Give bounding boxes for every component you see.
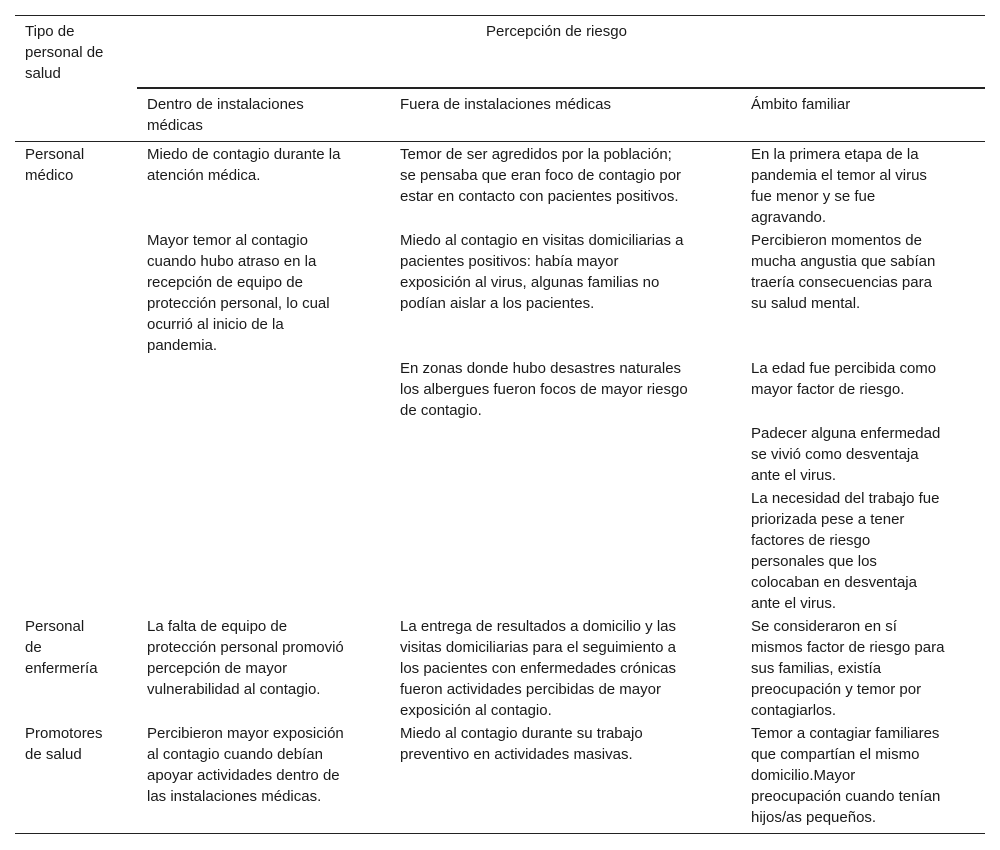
cell-medical-outside-2-line: pacientes positivos: había mayor	[400, 253, 619, 270]
cell-medical-family-2-line: mucha angustia que sabían	[751, 253, 936, 270]
cell-medical-family-3	[751, 358, 936, 400]
cell-promoters-outside-line: Miedo al contagio durante su trabajo	[400, 725, 643, 742]
cell-medical-family-5-line: factores de riesgo	[751, 532, 871, 549]
cell-medical-family-4	[751, 423, 940, 486]
cell-promoters-family-line: Temor a contagiar familiares	[751, 725, 940, 742]
header-col-family-line: Ámbito familiar	[751, 96, 851, 113]
cell-promoters-outside-line: preventivo en actividades masivas.	[400, 746, 633, 763]
cell-nursing-inside-line: La falta de equipo de	[147, 618, 288, 635]
cell-medical-inside-2-line: pandemia.	[147, 337, 218, 354]
cell-nursing-inside-line: protección personal promovió	[147, 639, 344, 656]
cell-nursing-outside-line: exposición al contagio.	[400, 702, 552, 719]
cell-nursing-family	[751, 616, 944, 721]
cell-medical-inside-1-line: Miedo de contagio durante la	[147, 146, 341, 163]
table-bottom-rule	[15, 833, 985, 834]
cell-nursing-inside-line: vulnerabilidad al contagio.	[147, 681, 321, 698]
cell-medical-inside-2-line: cuando hubo atraso en la	[147, 253, 317, 270]
header-col-inside-line: Dentro de instalaciones	[147, 96, 304, 113]
cell-medical-inside-2-line: Mayor temor al contagio	[147, 232, 308, 249]
cell-medical-family-1-line: agravando.	[751, 209, 827, 226]
cell-medical-inside-1	[147, 144, 340, 186]
cell-promoters-family-line: hijos/as pequeños.	[751, 809, 877, 826]
row-type-promoters	[25, 723, 103, 765]
cell-nursing-outside	[400, 616, 676, 721]
cell-medical-inside-2	[147, 230, 330, 356]
cell-medical-outside-3	[400, 358, 688, 421]
cell-medical-inside-1-line: atención médica.	[147, 167, 261, 184]
cell-medical-family-1-line: fue menor y se fue	[751, 188, 876, 205]
cell-promoters-inside-line: apoyar actividades dentro de	[147, 767, 340, 784]
cell-medical-family-4-line: Padecer alguna enfermedad	[751, 425, 941, 442]
cell-medical-family-1	[751, 144, 927, 228]
row-type-promoters-line: de salud	[25, 746, 82, 763]
header-col-type	[25, 21, 103, 84]
cell-nursing-family-line: preocupación y temor por	[751, 681, 922, 698]
cell-promoters-outside	[400, 723, 643, 765]
cell-medical-inside-2-line: protección personal, lo cual	[147, 295, 330, 312]
cell-medical-outside-3-line: En zonas donde hubo desastres naturales	[400, 360, 682, 377]
cell-medical-family-4-line: ante el virus.	[751, 467, 837, 484]
header-col-outside-line: Fuera de instalaciones médicas	[400, 96, 611, 113]
cell-medical-family-5	[751, 488, 939, 614]
cell-medical-inside-2-line: ocurrió al inicio de la	[147, 316, 284, 333]
cell-promoters-inside	[147, 723, 344, 807]
cell-medical-family-5-line: ante el virus.	[751, 595, 837, 612]
cell-nursing-outside-line: visitas domiciliarias para el seguimiento a	[400, 639, 676, 656]
header-col-type-line: Tipo de	[25, 23, 75, 40]
header-col-type-line: personal de	[25, 44, 104, 61]
cell-medical-family-1-line: En la primera etapa de la	[751, 146, 919, 163]
cell-medical-outside-1	[400, 144, 681, 207]
cell-nursing-outside-line: los pacientes con enfermedades crónicas	[400, 660, 676, 677]
cell-medical-outside-1-line: estar en contacto con pacientes positivos.	[400, 188, 679, 205]
group-header-rule	[137, 87, 985, 89]
cell-medical-family-5-line: personales que los	[751, 553, 877, 570]
cell-medical-outside-2-line: exposición al virus, algunas familias no	[400, 274, 660, 291]
cell-medical-family-5-line: priorizada pese a tener	[751, 511, 905, 528]
cell-nursing-family-line: sus familias, existía	[751, 660, 882, 677]
cell-medical-outside-2	[400, 230, 683, 314]
cell-promoters-family-line: domicilio.Mayor	[751, 767, 856, 784]
cell-nursing-outside-line: La entrega de resultados a domicilio y las	[400, 618, 676, 635]
table-top-rule	[15, 15, 985, 16]
cell-nursing-family-line: mismos factor de riesgo para	[751, 639, 945, 656]
cell-promoters-family	[751, 723, 940, 828]
row-type-medical-line: médico	[25, 167, 74, 184]
cell-medical-family-1-line: pandemia el temor al virus	[751, 167, 927, 184]
row-type-nursing-line: enfermería	[25, 660, 98, 677]
cell-promoters-inside-line: las instalaciones médicas.	[147, 788, 322, 805]
cell-medical-family-3-line: La edad fue percibida como	[751, 360, 937, 377]
cell-nursing-family-line: contagiarlos.	[751, 702, 837, 719]
cell-medical-outside-2-line: Miedo al contagio en visitas domiciliarias a	[400, 232, 684, 249]
cell-medical-family-5-line: La necesidad del trabajo fue	[751, 490, 940, 507]
header-col-outside	[400, 94, 611, 115]
cell-medical-family-5-line: colocaban en desventaja	[751, 574, 917, 591]
cell-medical-family-2-line: su salud mental.	[751, 295, 861, 312]
cell-medical-family-2-line: Percibieron momentos de	[751, 232, 922, 249]
row-type-medical-line: Personal	[25, 146, 85, 163]
cell-medical-inside-2-line: recepción de equipo de	[147, 274, 303, 291]
cell-nursing-outside-line: fueron actividades percibidas de mayor	[400, 681, 661, 698]
cell-medical-outside-1-line: Temor de ser agredidos por la población;	[400, 146, 672, 163]
header-group-title: Percepción de riesgo	[486, 23, 627, 40]
cell-promoters-family-line: que compartían el mismo	[751, 746, 920, 763]
cell-medical-family-2	[751, 230, 935, 314]
cell-nursing-inside	[147, 616, 344, 700]
cell-promoters-inside-line: Percibieron mayor exposición	[147, 725, 344, 742]
cell-medical-outside-2-line: podían aislar a los pacientes.	[400, 295, 595, 312]
cell-medical-family-3-line: mayor factor de riesgo.	[751, 381, 905, 398]
header-col-inside-line: médicas	[147, 117, 203, 134]
cell-promoters-inside-line: al contagio cuando debían	[147, 746, 323, 763]
cell-nursing-inside-line: percepción de mayor	[147, 660, 288, 677]
row-type-promoters-line: Promotores	[25, 725, 103, 742]
header-col-inside	[147, 94, 304, 136]
cell-promoters-family-line: preocupación cuando tenían	[751, 788, 941, 805]
row-type-nursing	[25, 616, 98, 679]
header-col-type-line: salud	[25, 65, 61, 82]
cell-medical-family-4-line: se vivió como desventaja	[751, 446, 919, 463]
cell-medical-outside-3-line: de contagio.	[400, 402, 482, 419]
row-type-medical	[25, 144, 84, 186]
row-type-nursing-line: Personal	[25, 618, 85, 635]
cell-nursing-family-line: Se consideraron en sí	[751, 618, 897, 635]
cell-medical-family-2-line: traería consecuencias para	[751, 274, 932, 291]
header-bottom-rule	[15, 141, 985, 142]
cell-medical-outside-1-line: se pensaba que eran foco de contagio por	[400, 167, 682, 184]
row-type-nursing-line: de	[25, 639, 42, 656]
cell-medical-outside-3-line: los albergues fueron focos de mayor riesgo	[400, 381, 688, 398]
header-col-family	[751, 94, 850, 115]
